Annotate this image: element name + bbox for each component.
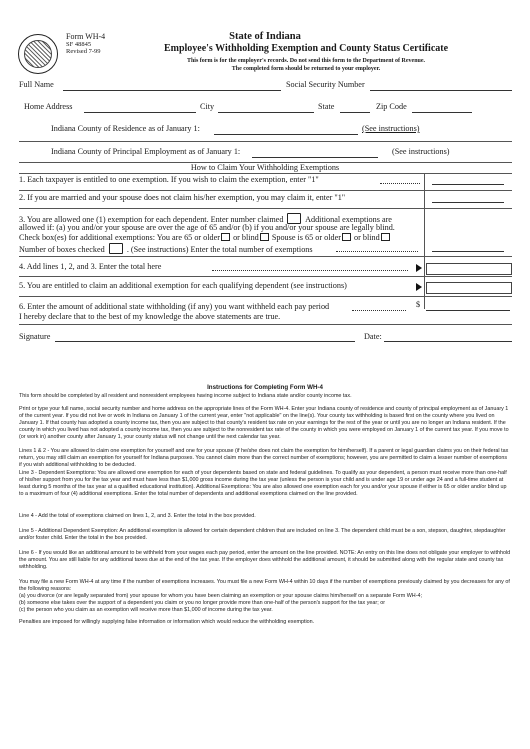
signature-label: Signature — [19, 332, 51, 341]
form-number: Form WH-4 — [66, 32, 106, 41]
form-title: Employee's Withholding Exemption and County Status Certificate — [163, 43, 449, 54]
total-exemptions-label: . (See instructions) Enter the total number of exemptions — [126, 245, 313, 254]
county-residence-field[interactable] — [214, 134, 358, 135]
revised-date: Revised 7-99 — [66, 48, 101, 55]
date-label: Date: — [364, 332, 382, 341]
you-65-checkbox[interactable] — [221, 233, 230, 241]
table-column-divider — [424, 173, 425, 309]
line-3-dependents-label: 3. You are allowed one (1) exemption for each dependent. Enter number claimed — [19, 215, 284, 224]
instructions-line-4: Line 4 - Add the total of exemptions claimed on lines 1, 2, and 3. Enter the total in the box provided. — [19, 513, 256, 519]
state-field[interactable] — [340, 112, 370, 113]
arrow-right-icon — [416, 264, 422, 272]
state-label: State — [318, 102, 335, 111]
instructions-reason-c: (c) the person who you claim as an exemption will receive more than $1,000 of income during the tax year. — [19, 607, 273, 613]
zip-field[interactable] — [412, 112, 472, 113]
instructions-intro: This form should be completed by all resident and nonresident employees having income subject to Indiana state and/or county income tax. — [19, 393, 352, 399]
line-1-leader — [380, 183, 420, 184]
sf-number: SF 48845 — [66, 40, 92, 48]
full-name-field[interactable] — [63, 90, 281, 91]
table-header-border — [19, 173, 512, 174]
line-3-additional-label: Additional exemptions are — [305, 215, 392, 224]
spouse-65-checkbox[interactable] — [342, 233, 351, 241]
boxes-checked-label: Number of boxes checked — [19, 245, 105, 254]
full-name-label: Full Name — [19, 80, 54, 89]
date-field[interactable] — [384, 341, 512, 342]
instructions-lines-1-2: Lines 1 & 2 - You are allowed to claim one exemption for yourself and one for your spouse (if he/she does not claim the exemption for him/herself). If a parent or legal guardian claims you on their federal tax return, you may still claim an exemption for yourself for Indiana purposes. You cannot claim more than the correct number of exemptions; however, you are permitted to claim a lesser number of exemptions if you wish additional withholding to be deducted. — [19, 448, 509, 468]
county-employment-field[interactable] — [252, 157, 378, 158]
row-border — [19, 276, 512, 277]
see-instructions-2: (See instructions) — [392, 147, 450, 156]
line-3-text-c: allowed if: (a) you and/or your spouse are over the age of 65 and/or (b) if you and/or your spouse are legally blind. — [19, 223, 395, 232]
city-label: City — [200, 102, 215, 111]
line-4-total-box[interactable] — [426, 263, 512, 275]
dollar-sign: $ — [416, 300, 421, 309]
ssn-label: Social Security Number — [286, 80, 365, 89]
line-6-amount-field[interactable] — [426, 310, 510, 311]
boxes-checked-count[interactable] — [109, 243, 123, 254]
line-2-entry[interactable] — [432, 202, 504, 203]
line-3-leader — [336, 251, 418, 252]
ssn-field[interactable] — [370, 90, 512, 91]
instructions-paragraph-1: Print or type your full name, social security number and home address on the appropriate lines of the Form WH-4. Enter your Indiana county of residence and county of principal employment as of January 1 of the current year. If you did not live or work in Indiana on January 1 of the current year, enter "not applicable" on the line(s). Your county tax withholding is based first on the county where you lived on January 1. If that county has adopted a county income tax, then you are subject to that county's resident tax rate on your earnings for the rest of the year or until you are no longer an Indiana resident. If the county in which you lived has not adopted a county income tax, then you are subject to the nonresident tax rate of the county in which you were employed on January 1 of the current tax year. If you move to (or work in) another county after January 1, your county status will not change until the next calendar tax year. — [19, 406, 509, 440]
arrow-right-icon — [416, 283, 422, 291]
instructions-line-6: Line 6 - If you would like an additional amount to be withheld from your wages each pay period, enter the amount on the line provided. NOTE: An entry on this line does not obligate your employer to withhold the amount. You are still liable for any additional taxes due at the end of the tax year. If the employer does withhold the additional amount, it should be submitted along with the regular state and county tax withholding. — [19, 550, 511, 570]
county-residence-label: Indiana County of Residence as of January 1: — [51, 124, 200, 133]
instructions-line-3: Line 3 - Dependent Exemptions: You are allowed one exemption for each of your dependents based on state and federal guidelines. To qualify as your dependent, a person must receive more than one-half of his/her support from you for the tax year and must have less than $1,000 gross income during the tax year (unless the person is your child and is under age 19 or under age 24 and a full-time student at least during 5 months of the tax year at a qualified educational institution). Additional Exemptions: You are also allowed one exemption each for you and/or your spouse if either is 65 or older and/or blind up to a maximum of four (4) additional exemptions. Enter the total number of dependents and additional exemptions claimed on the line provided. — [19, 470, 507, 497]
line-3-total — [19, 243, 313, 254]
instructions-title: Instructions for Completing Form WH-4 — [207, 384, 323, 391]
row-border — [19, 190, 512, 191]
form-subtitle-1: This form is for the employer's records. Do not send this form to the Department of Revenue. — [186, 58, 426, 64]
signature-field[interactable] — [55, 341, 355, 342]
line-1-entry[interactable] — [432, 184, 504, 185]
line-1-text: 1. Each taxpayer is entitled to one exemption. If you wish to claim the exemption, enter "1" — [19, 175, 319, 184]
table-bottom-border — [19, 324, 512, 325]
line-3-checkboxes — [19, 233, 391, 242]
line-6-leader — [352, 310, 406, 311]
instructions-new-form: You may file a new Form WH-4 at any time if the number of exemptions increases. You must file a new Form WH-4 within 10 days if the number of exemptions previously claimed by you decreases for any of the following reasons: — [19, 579, 510, 592]
section-divider — [19, 141, 512, 142]
you-blind-checkbox[interactable] — [260, 233, 269, 241]
instructions-line-5: Line 5 - Additional Dependent Exemption: An additional exemption is allowed for certain dependent children that are included on line 3. The dependent child must be a son, stepson, daughter, stepdaughter and/or foster child. Enter the total in the box provided. — [19, 528, 506, 541]
instructions-reason-a: (a) you divorce (or are legally separated from) your spouse for whom you have been claiming an exemption or your spouse claims him/herself on a separate Form WH-4; — [19, 593, 422, 599]
state-name: State of Indiana — [229, 31, 301, 42]
line-5-text: 5. You are entitled to claim an additional exemption for each qualifying dependent (see instructions) — [19, 281, 347, 290]
home-address-label: Home Address — [24, 102, 73, 111]
city-field[interactable] — [218, 112, 314, 113]
see-instructions-1: (See instructions) — [362, 124, 420, 133]
line-5-total-box[interactable] — [426, 282, 512, 294]
line-4-text: 4. Add lines 1, 2, and 3. Enter the total here — [19, 262, 162, 271]
instructions-penalties: Penalties are imposed for willingly supplying false information or information which would reduce the withholding exemption. — [19, 619, 315, 625]
county-employment-label: Indiana County of Principal Employment as of January 1: — [51, 147, 241, 156]
instructions-reason-b: (b) someone else takes over the support of a dependent you claim or you no longer provide more than one-half of the person's support for the tax year; or — [19, 600, 386, 606]
row-border — [19, 296, 512, 297]
home-address-field[interactable] — [84, 112, 196, 113]
line-2-text: 2. If you are married and your spouse does not claim his/her exemption, you may claim it, enter "1" — [19, 193, 346, 202]
you-65-label: Check box(es) for additional exemptions: You are 65 or older — [19, 233, 221, 242]
spouse-blind-label: or blind — [354, 233, 380, 242]
you-blind-label: or blind — [233, 233, 259, 242]
form-subtitle-2: The completed form should be returned to your employer. — [231, 66, 381, 72]
zip-label: Zip Code — [376, 102, 407, 111]
spouse-65-label: Spouse is 65 or older — [271, 233, 341, 242]
declaration-text: I hereby declare that to the best of my knowledge the above statements are true. — [19, 312, 281, 321]
line-3-entry[interactable] — [432, 251, 504, 252]
line-6-text: 6. Enter the amount of additional state withholding (if any) you want withheld each pay period — [19, 302, 330, 311]
line-4-leader — [212, 270, 408, 271]
row-border — [19, 208, 512, 209]
row-border — [19, 256, 512, 257]
spouse-blind-checkbox[interactable] — [381, 233, 390, 241]
exemptions-heading: How to Claim Your Withholding Exemptions — [190, 163, 340, 172]
